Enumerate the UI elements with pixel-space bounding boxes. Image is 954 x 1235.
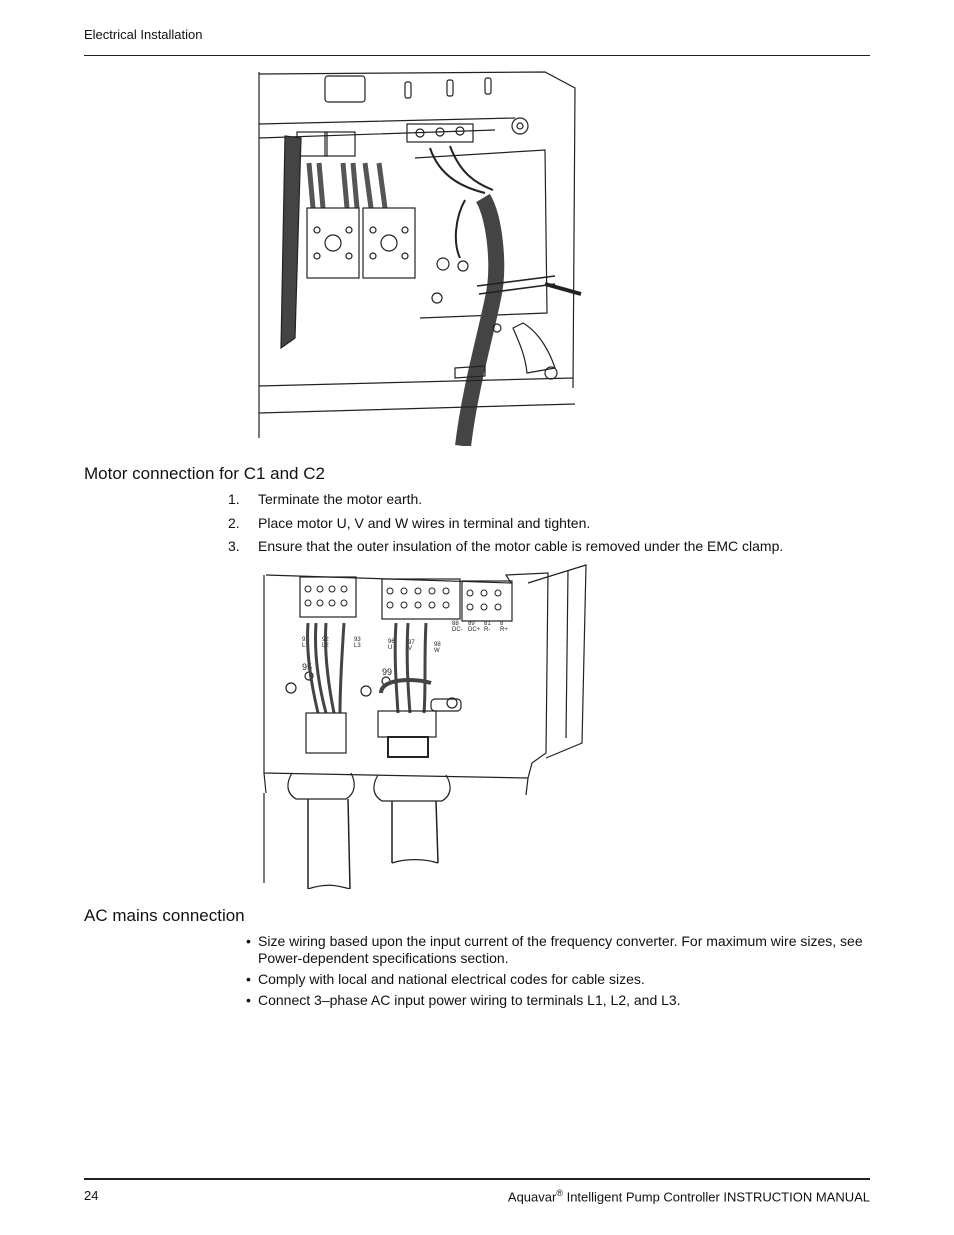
step-number: 3. xyxy=(228,538,240,554)
step-text: Ensure that the outer insulation of the motor cable is removed under the EMC clamp. xyxy=(258,538,784,554)
terminal-wiring-figure xyxy=(256,563,588,889)
list-item xyxy=(246,971,866,988)
page-number: 24 xyxy=(84,1188,99,1203)
step-text: Place motor U, V and W wires in terminal and tighten. xyxy=(258,514,591,531)
step-number: 1. xyxy=(228,491,240,507)
motor-steps-list xyxy=(228,491,783,562)
earth-label-95: 95 xyxy=(302,662,313,672)
terminal-label: 98 xyxy=(434,642,441,648)
terminal-label: 88 xyxy=(452,621,459,627)
running-header: Electrical Installation xyxy=(84,27,203,42)
header-rule xyxy=(84,55,870,56)
terminal-label: R- xyxy=(484,627,491,633)
terminal-label: U xyxy=(388,645,393,651)
terminal-label: 93 xyxy=(354,637,361,643)
motor-cable-clamp-figure xyxy=(255,68,587,446)
registered-mark: ® xyxy=(556,1188,563,1198)
list-item xyxy=(246,933,866,967)
brand-name: Aquavar xyxy=(507,1189,557,1205)
step-number: 2. xyxy=(228,514,240,531)
list-item xyxy=(228,515,783,539)
step-text: Terminate the motor earth. xyxy=(258,491,423,507)
terminal-label: 91 xyxy=(302,637,309,643)
terminal-label: V xyxy=(408,646,413,652)
terminal-label: DC- xyxy=(452,627,463,633)
terminal-label: 92 xyxy=(322,637,329,643)
bullet-icon: • xyxy=(246,933,251,949)
terminal-label: L1 xyxy=(302,643,309,649)
terminal-label: R+ xyxy=(500,627,508,633)
terminal-label: L3 xyxy=(354,643,361,649)
bullet-icon: • xyxy=(246,971,251,987)
section-title-ac-mains: AC mains connection xyxy=(84,906,245,925)
mains-bullets-list xyxy=(246,933,866,1013)
earth-label-99: 99 xyxy=(382,667,393,677)
bullet-icon: • xyxy=(246,992,251,1008)
terminal-label: 8 xyxy=(500,621,504,627)
manual-title xyxy=(508,1188,870,1204)
section-title-motor-connection: Motor connection for C1 and C2 xyxy=(84,464,325,483)
terminal-label: L2 xyxy=(322,643,329,649)
terminal-label: W xyxy=(434,648,440,654)
terminal-label: 97 xyxy=(408,640,415,646)
manual-title-rest: Intelligent Pump Controller INSTRUCTION MANUAL xyxy=(562,1189,870,1205)
terminal-label: 89 xyxy=(468,621,475,627)
list-item xyxy=(246,992,866,1009)
terminal-label: 96 xyxy=(388,639,395,645)
bullet-text: Comply with local and national electrical codes for cable sizes. xyxy=(258,971,645,987)
list-item xyxy=(228,491,783,515)
footer-rule xyxy=(84,1178,870,1180)
list-item xyxy=(228,538,783,562)
bullet-text: Size wiring based upon the input current of the frequency converter. For maximum wire sizes, see Power-dependent specifications section. xyxy=(258,933,863,966)
bullet-text: Connect 3–phase AC input power wiring to terminals L1, L2, and L3. xyxy=(258,992,681,1008)
terminal-label: DC+ xyxy=(468,627,481,633)
terminal-label: 81 xyxy=(484,621,491,627)
